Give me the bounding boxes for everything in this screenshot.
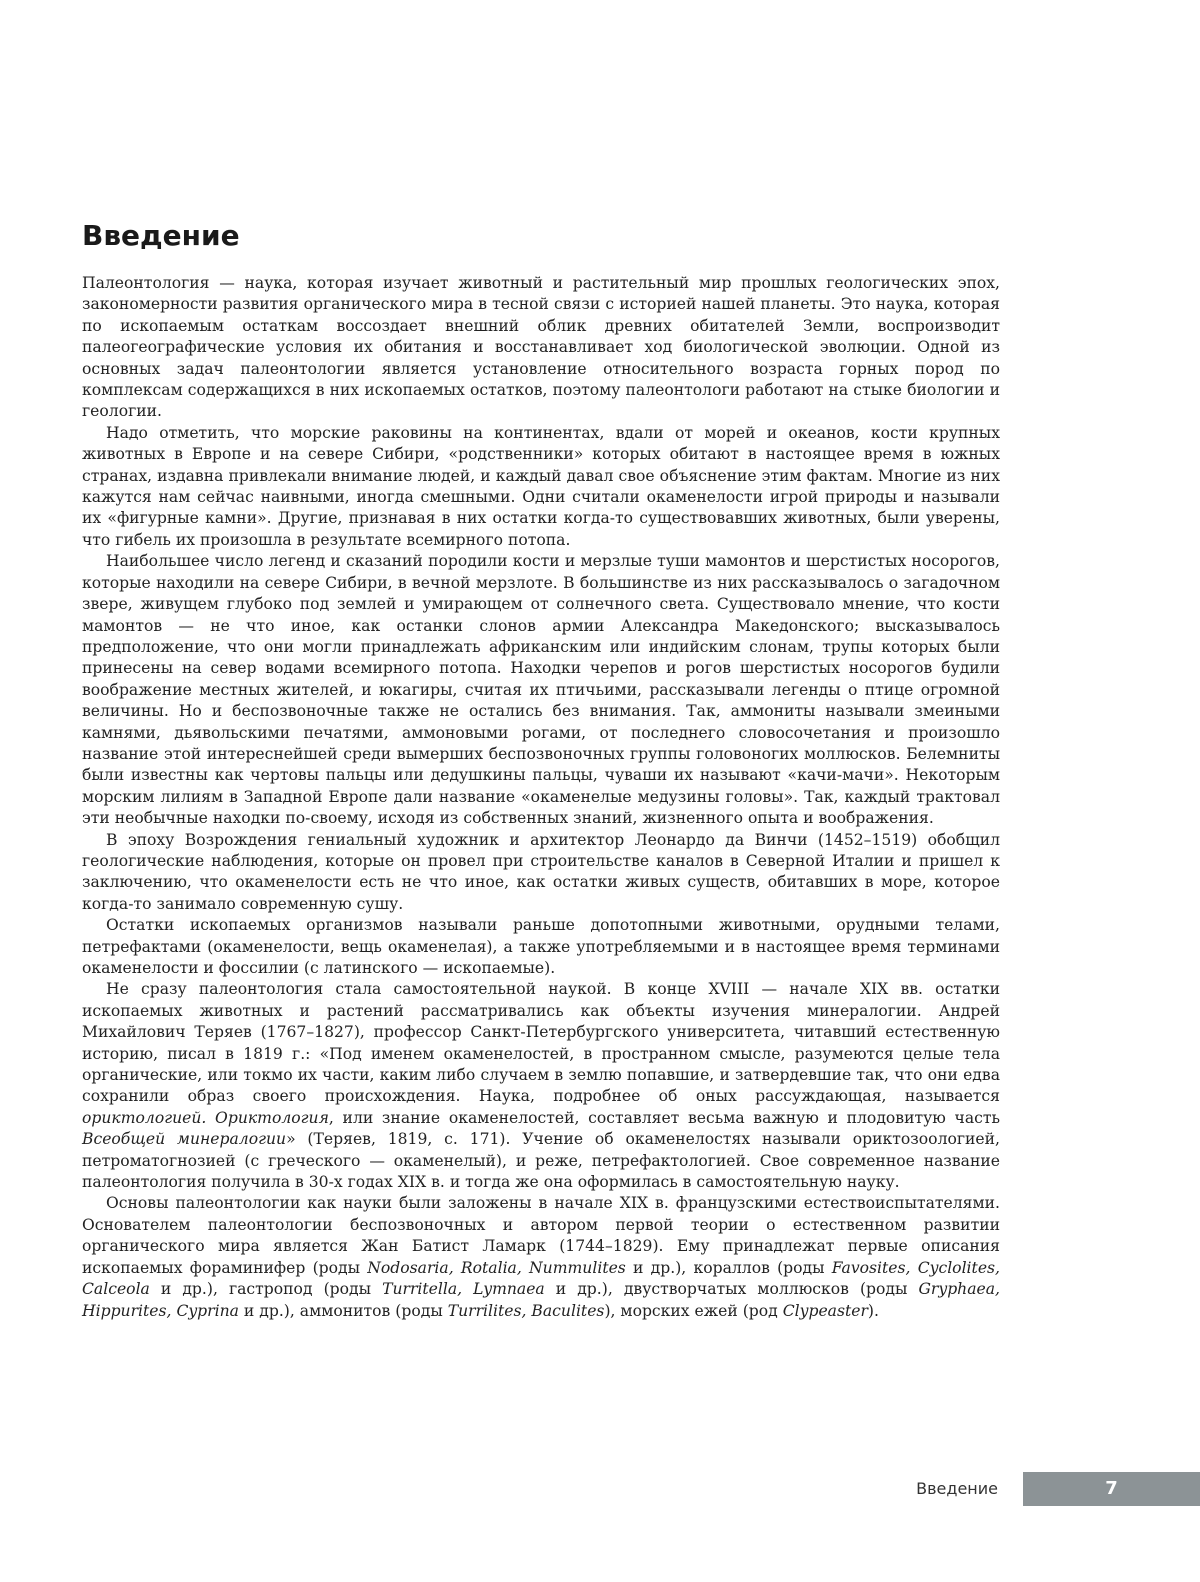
running-footer-label: Введение: [916, 1479, 998, 1498]
text-run: Не сразу палеонтология стала самостоятельной наукой. В конце XVIII — начале XIX вв. остатки ископаемых животных и растений рассматривались как объекты изучения минералогии. Андрей Михайлович Теряев (1767–1827), профессор Санкт-Петербургского университета, читавший естественную историю, писал в 1819 г.: «Под именем окаменелостей, в пространном смысле, разумеются целые тела органические, или токмо их части, каким либо случаем в землю попавшие, и затвердевшие так, что они едва сохранили образ своего происхождения. Наука, подробнее об оных рассуждающая, называется: [82, 980, 1000, 1106]
text-run: ), морских ежей (род: [604, 1301, 783, 1320]
italic-term: Gryphaea, Hippurites, Cyprina: [82, 1280, 1000, 1320]
text-run: В эпоху Возрождения гениальный художник и архитектор Леонардо да Винчи (1452–1519) обобщил геологические наблюдения, которые он провел при строительстве каналов в Северной Италии и пришел к заключению, что окаменелости есть не что иное, как остатки живых существ, обитавших в море, которое когда-то занимало современную сушу.: [82, 830, 1000, 913]
italic-term: Всеобщей минералогии: [82, 1130, 287, 1149]
text-run: и др.), двустворчатых моллюсков (роды: [544, 1280, 919, 1299]
text-run: Наибольшее число легенд и сказаний породили кости и мерзлые туши мамонтов и шерстистых носорогов, которые находили на севере Сибири, в вечной мерзлоте. В большинстве из них рассказывалось о загадочном звере, живущем глубоко под землей и умирающем от солнечного света. Существовало мнение, что кости мамонтов — не что иное, как останки слонов армии Александра Македонского; высказывалось предположение, что они могли принадлежать африканским или индийским слонам, трупы которых были принесены на север водами всемирного потопа. Находки черепов и рогов шерстистых носорогов будили воображение местных жителей, и юкагиры, считая их птичьими, рассказывали легенды о птице огромной величины. Но и беспозвоночные также не остались без внимания. Так, аммониты называли змеиными камнями, дьявольскими печатями, аммоновыми рогами, от последнего словосочетания и произошло название этой интереснейшей среди вымерших беспозвоночных группы головоногих моллюсков. Белемниты были известны как чертовы пальцы или дедушкины пальцы, чуваши их называют «качи-мачи». Некоторым морским лилиям в Западной Европе дали название «окаменелые медузины головы». Так, каждый трактовал эти необычные находки по-своему, исходя из собственных знаний, жизненного опыта и воображения.: [82, 552, 1000, 828]
paragraph-3: [82, 551, 1000, 829]
text-run: и др.), гастропод (роды: [149, 1280, 383, 1299]
text-run: , или знание окаменелостей, составляет весьма важную и плодовитую часть: [328, 1108, 1000, 1127]
paragraph-7: [82, 1193, 1000, 1321]
text-run: Палеонтология — наука, которая изучает животный и растительный мир прошлых геологических эпох, закономерности развития органического мира в тесной связи с историей нашей планеты. Это наука, которая по ископаемым остаткам воссоздает внешний облик древних обитателей Земли, воспроизводит палеогеографические условия их обитания и восстанавливает ход биологической эволюции. Одной из основных задач палеонтологии является установление относительного возраста горных пород по комплексам содержащихся в них ископаемых остатков, поэтому палеонтологи работают на стыке биологии и геологии.: [82, 274, 1000, 421]
paragraph-1: [82, 273, 1000, 423]
italic-term: Favosites, Cyclolites, Calceola: [82, 1258, 1001, 1299]
text-run: Основы палеонтологии как науки были заложены в начале XIX в. французскими естествоиспытателями. Основателем палеонтологии беспозвоночных и автором первой теории о естественном развитии органического мира является Жан Батист Ламарк (1744–1829). Ему принадлежат первые описания ископаемых фораминифер (роды: [82, 1194, 1000, 1277]
body-text: [82, 273, 1000, 1322]
section-title: Введение: [82, 219, 240, 252]
text-run: » (Теряев, 1819, с. 171). Учение об окаменелостях называли ориктозоологией, петроматогнозией (с греческого — окаменелый), и реже, петрефактологией. Свое современное название палеонтология получила в 30-х годах XIX в. и тогда же она оформилась в самостоятельную науку.: [82, 1130, 1001, 1192]
paragraph-2: [82, 423, 1000, 551]
italic-term: Nodosaria, Rotalia, Nummulites: [367, 1258, 626, 1277]
italic-term: Turritella, Lymnaea: [382, 1280, 545, 1299]
paragraph-5: [82, 915, 1000, 979]
paragraph-4: [82, 830, 1000, 916]
text-run: Остатки ископаемых организмов называли раньше допотопными животными, орудными телами, петрефактами (окаменелости, вещь окаменелая), а также употребляемыми и в настоящее время терминами окаменелости и фоссилии (с латинского — ископаемые).: [82, 916, 1000, 977]
paragraph-6: [82, 979, 1000, 1193]
text-run: Надо отметить, что морские раковины на континентах, вдали от морей и океанов, кости крупных животных в Европе и на севере Сибири, «родственники» которых обитают в настоящее время в южных странах, издавна привлекали внимание людей, и каждый давал свое объяснение этим фактам. Многие из них кажутся нам сейчас наивными, иногда смешными. Одни считали окаменелости игрой природы и называли их «фигурные камни». Другие, признавая в них остатки когда-то существовавших животных, были уверены, что гибель их произошла в результате всемирного потопа.: [82, 423, 1000, 549]
italic-term: Turrilites, Baculites: [447, 1301, 605, 1320]
page-number: 7: [1023, 1472, 1200, 1506]
text-run: ).: [867, 1301, 879, 1320]
italic-term: Clypeaster: [782, 1301, 868, 1320]
italic-term: ориктологией. Ориктология: [82, 1108, 329, 1127]
text-run: и др.), аммонитов (роды: [238, 1301, 448, 1320]
text-run: и др.), кораллов (роды: [625, 1258, 832, 1277]
